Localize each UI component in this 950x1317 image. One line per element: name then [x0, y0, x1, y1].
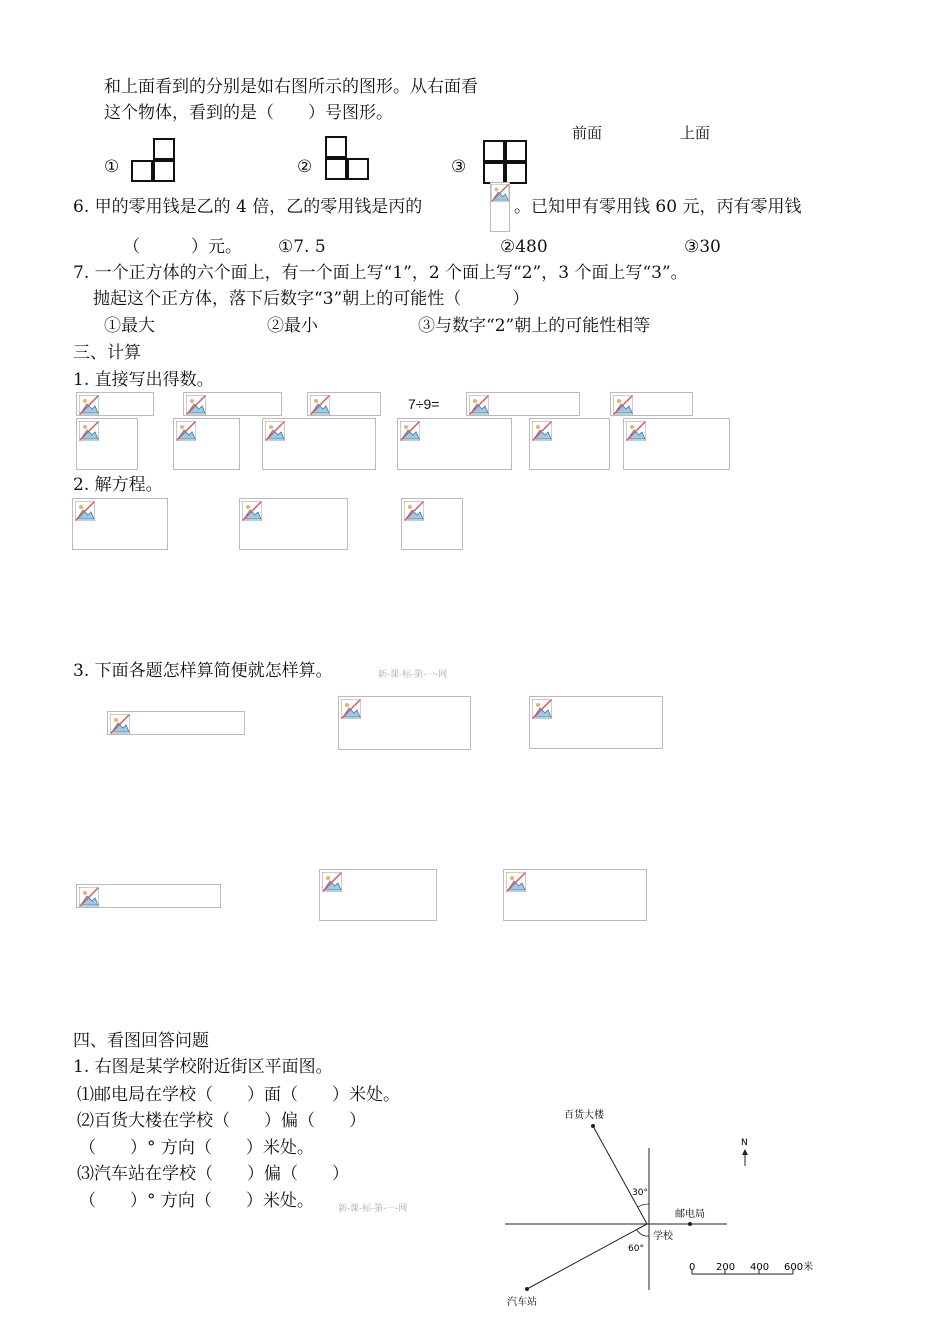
- image-placeholder-icon: [79, 887, 99, 907]
- section3-part1: 1. 直接写出得数。: [73, 370, 214, 390]
- formula-image-17: [529, 696, 663, 749]
- q7-option-1: ①最大: [104, 316, 155, 336]
- fraction-image: [490, 182, 510, 232]
- map-question-3b: （ ）° 方向（ ）米处。: [79, 1191, 314, 1211]
- image-placeholder-icon: [186, 395, 206, 415]
- q7-option-2: ②最小: [267, 316, 318, 336]
- option-2-label: ②: [297, 157, 313, 177]
- image-placeholder-icon: [242, 501, 262, 521]
- bus-station-dot: [525, 1287, 529, 1291]
- formula-image-6: [76, 418, 138, 470]
- q6-blank: （ ）元。: [123, 237, 242, 257]
- image-placeholder-icon: [322, 872, 342, 892]
- formula-image-15: [107, 711, 245, 735]
- image-placeholder-icon: [469, 395, 489, 415]
- image-placeholder-icon: [310, 395, 330, 415]
- image-placeholder-icon: [506, 872, 526, 892]
- image-placeholder-icon: [400, 421, 420, 441]
- angle-30-label: 30°: [632, 1188, 648, 1198]
- q7-line1: 7. 一个正方体的六个面上，有一个面上写“1”，2 个面上写“2”，3 个面上写“3”。: [73, 263, 688, 283]
- label-front: 前面: [572, 124, 603, 142]
- scale-600: 600米: [784, 1262, 814, 1273]
- formula-image-2: [183, 392, 282, 416]
- image-placeholder-icon: [491, 184, 509, 202]
- map-question-1: ⑴邮电局在学校（ ）面（ ）米处。: [77, 1085, 400, 1105]
- department-store-dot: [591, 1124, 595, 1128]
- line-to-bus-station: [527, 1224, 647, 1289]
- image-placeholder-icon: [176, 421, 196, 441]
- formula-image-7: [173, 418, 240, 470]
- image-placeholder-icon: [613, 395, 633, 415]
- formula-image-16: [338, 696, 471, 750]
- formula-image-13: [239, 498, 348, 550]
- scale-200: 200: [716, 1262, 736, 1273]
- formula-image-20: [503, 869, 647, 921]
- image-placeholder-icon: [75, 501, 95, 521]
- formula-image-1: [76, 392, 154, 416]
- formula-image-8: [262, 418, 376, 470]
- q6-option-1: ①7. 5: [278, 237, 326, 257]
- option-3-label: ③: [451, 157, 467, 177]
- map-question-2b: （ ）° 方向（ ）米处。: [79, 1138, 314, 1158]
- scale-400: 400: [750, 1262, 770, 1273]
- north-label: N: [741, 1138, 748, 1148]
- q6-option-3: ③30: [684, 237, 721, 257]
- formula-image-5: [610, 392, 693, 416]
- q6-text-a: 6. 甲的零用钱是乙的 4 倍，乙的零用钱是丙的: [73, 197, 423, 217]
- post-office-dot: [688, 1222, 692, 1226]
- formula-image-12: [72, 498, 168, 550]
- bus-station-label: 汽车站: [507, 1297, 537, 1308]
- watermark: 新-课-标-第-一-网: [378, 670, 448, 680]
- formula-image-11: [623, 418, 730, 470]
- image-placeholder-icon: [626, 421, 646, 441]
- image-placeholder-icon: [79, 421, 99, 441]
- formula-image-19: [319, 869, 437, 921]
- map-question-3a: ⑶汽车站在学校（ ）偏（ ）: [77, 1164, 349, 1184]
- section3-part3: 3. 下面各题怎样算简便就怎样算。: [73, 661, 333, 681]
- map-question-2a: ⑵百货大楼在学校（ ）偏（ ）: [77, 1111, 366, 1131]
- angle-60-label: 60°: [628, 1244, 644, 1254]
- image-placeholder-icon: [532, 699, 552, 719]
- image-placeholder-icon: [79, 395, 99, 415]
- school-label: 学校: [653, 1231, 673, 1242]
- image-placeholder-icon: [341, 699, 361, 719]
- q6-text-b: 。已知甲有零用钱 60 元，丙有零用钱: [514, 197, 802, 217]
- section4-part1: 1. 右图是某学校附近街区平面图。: [73, 1057, 333, 1077]
- option-1-label: ①: [104, 157, 120, 177]
- q7-option-3: ③与数字“2”朝上的可能性相等: [418, 316, 651, 336]
- image-placeholder-icon: [265, 421, 285, 441]
- formula-image-14: [401, 498, 463, 550]
- formula-image-4: [466, 392, 580, 416]
- label-top: 上面: [680, 124, 711, 142]
- calc-7div9: 7÷9=: [408, 396, 440, 412]
- q7-line2: 抛起这个正方体，落下后数字“3”朝上的可能性（ ）: [93, 289, 530, 309]
- image-placeholder-icon: [532, 421, 552, 441]
- formula-image-9: [397, 418, 512, 470]
- street-map: [495, 1100, 835, 1312]
- formula-image-18: [76, 884, 221, 908]
- section3-title: 三、计算: [73, 343, 141, 363]
- q6-option-2: ②480: [500, 237, 548, 257]
- watermark-2: 新-课-标-第-一-网: [338, 1204, 408, 1214]
- formula-image-10: [529, 418, 610, 470]
- post-office-label: 邮电局: [675, 1209, 705, 1220]
- image-placeholder-icon: [110, 714, 130, 734]
- section3-part2: 2. 解方程。: [73, 475, 163, 495]
- q5-line2: 这个物体，看到的是（ ）号图形。: [104, 103, 393, 123]
- section4-title: 四、看图回答问题: [73, 1031, 209, 1051]
- formula-image-3: [307, 392, 381, 416]
- scale-0: 0: [689, 1262, 696, 1273]
- department-store-label: 百货大楼: [564, 1110, 604, 1121]
- q5-line1: 和上面看到的分别是如右图所示的图形。从右面看: [104, 77, 478, 97]
- line-to-department-store: [593, 1126, 647, 1224]
- image-placeholder-icon: [404, 501, 424, 521]
